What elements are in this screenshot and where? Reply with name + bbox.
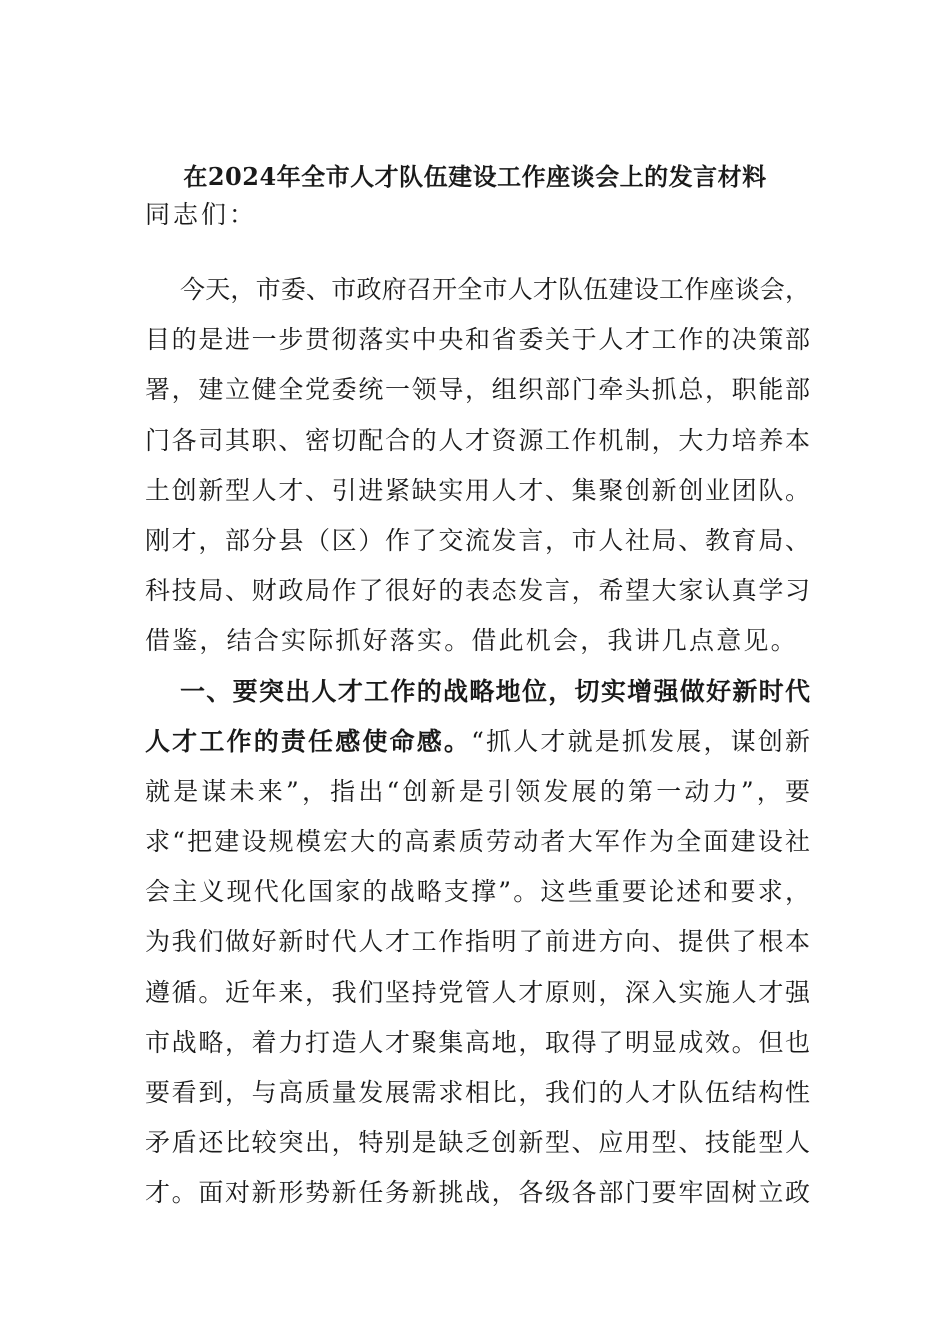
text-line: 今天，市委、市政府召开全市人才队伍建设工作座谈会， [180, 275, 810, 304]
text-line: 目的是进一步贯彻落实中央和省委关于人才工作的决策部 [145, 325, 810, 355]
text-line: 要看到，与高质量发展需求相比，我们的人才队伍结构性 [145, 1078, 810, 1107]
salutation: 同志们： [145, 200, 258, 229]
text-line: 遵循。近年来，我们坚持党管人才原则，深入实施人才强 [145, 977, 810, 1007]
text-line: 求“把建设规模宏大的高素质劳动者大军作为全面建设社 [145, 827, 810, 857]
text-line: 矛盾还比较突出，特别是缺乏创新型、应用型、技能型人 [145, 1128, 810, 1158]
text-line: 门各司其职、密切配合的人才资源工作机制，大力培养本 [145, 425, 810, 455]
text-line: 才。面对新形势新任务新挑战，各级各部门要牢固树立政 [145, 1178, 810, 1208]
text-line: 为我们做好新时代人才工作指明了前进方向、提供了根本 [145, 927, 810, 957]
text-line: 刚才，部分县（区）作了交流发言，市人社局、教育局、 [145, 525, 810, 555]
text-line: 借鉴，结合实际抓好落实。借此机会，我讲几点意见。 [145, 626, 798, 656]
document-body [145, 265, 810, 1219]
text-segment: “抓人才就是抓发展，谋创新 [471, 726, 810, 756]
section-heading-line: 一、要突出人才工作的战略地位，切实增强做好新时代 [180, 676, 810, 706]
text-line: 市战略，着力打造人才聚集高地，取得了明显成效。但也 [145, 1027, 810, 1057]
text-line: 土创新型人才、引进紧缺实用人才、集聚创新创业团队。 [145, 475, 810, 505]
text-line: 署，建立健全党委统一领导，组织部门牵头抓总，职能部 [145, 375, 810, 405]
text-line: 科技局、财政局作了很好的表态发言，希望大家认真学习 [145, 576, 810, 606]
text-line-mixed [145, 717, 810, 767]
section-heading-tail: 人才工作的责任感使命感。 [145, 726, 472, 756]
text-line: 就是谋未来”，指出“创新是引领发展的第一动力”，要 [145, 776, 810, 806]
document-title: 在2024年全市人才队伍建设工作座谈会上的发言材料 [183, 162, 767, 191]
text-line: 会主义现代化国家的战略支撑”。这些重要论述和要求， [145, 877, 810, 907]
